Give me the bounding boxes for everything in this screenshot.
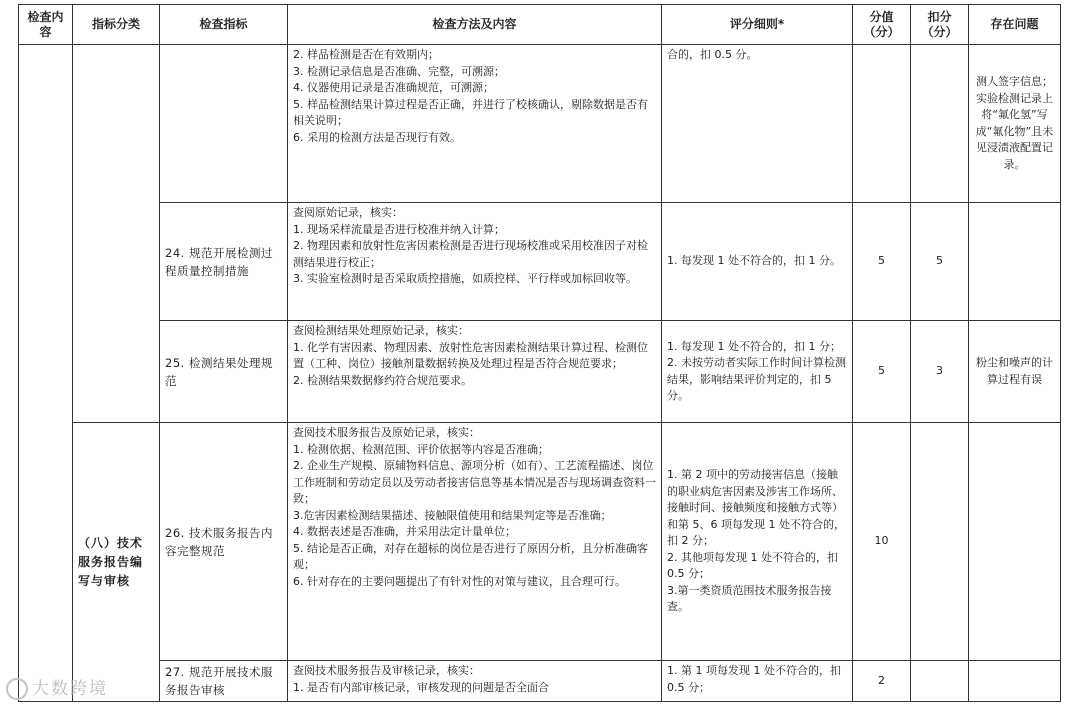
method-line: 2. 企业生产规模、原辅物料信息、源项分析（如有）、工艺流程描述、岗位工作班制和劳动定员以及劳动者接害信息等基本情况是否与现场调查资料一致； bbox=[293, 459, 656, 505]
method-line: 4. 数据表述是否准确，并采用法定计量单位； bbox=[293, 525, 516, 538]
inspection-table bbox=[18, 4, 1061, 702]
rule-line: 1. 第 1 项每发现 1 处不符合的，扣 0.5 分； bbox=[667, 664, 841, 694]
rule-line: 合的，扣 0.5 分。 bbox=[667, 48, 758, 61]
method-line: 1. 检测依据、检测范围、评价依据等内容是否准确； bbox=[293, 442, 549, 456]
table-row bbox=[19, 661, 1061, 702]
table-row bbox=[19, 45, 1061, 203]
rule-cell bbox=[662, 423, 853, 661]
score-cell: 10 bbox=[853, 423, 911, 661]
issue-cell: 测人签字信息；实验检测记录上将“氟化氢”写成“氟化物”且未见浸渍液配置记录。 bbox=[969, 45, 1061, 203]
indicator-cell: 26. 技术服务报告内容完整规范 bbox=[160, 423, 288, 661]
rule-line: 1. 第 2 项中的劳动接害信息（接触的职业病危害因素及涉害工作场所、接触时间、接触频度和接触方式等）和第 5、6 项每发现 1 处不符合的，扣 2 分； bbox=[667, 468, 845, 548]
table-row bbox=[19, 423, 1061, 661]
header-score: 分值（分） bbox=[853, 5, 911, 45]
method-cell bbox=[288, 661, 662, 702]
watermark-logo-icon bbox=[6, 678, 28, 700]
category-cell: （八）技术服务报告编写与审核 bbox=[73, 423, 160, 702]
header-issue: 存在问题 bbox=[969, 5, 1061, 45]
method-cell bbox=[288, 423, 662, 661]
header-indicator: 检查指标 bbox=[160, 5, 288, 45]
method-line: 查阅检测结果处理原始记录，核实： bbox=[293, 324, 469, 337]
rule-line: 1. 每发现 1 处不符合的，扣 1 分。 bbox=[667, 254, 841, 268]
method-line: 4. 仪器使用记录是否准确规范，可溯源； bbox=[293, 81, 494, 94]
score-cell: 5 bbox=[853, 203, 911, 321]
header-rule: 评分细则* bbox=[662, 5, 853, 45]
deduct-cell bbox=[911, 423, 969, 661]
score-cell: 5 bbox=[853, 321, 911, 423]
issue-cell bbox=[969, 423, 1061, 661]
category-cell-empty bbox=[73, 45, 160, 423]
indicator-cell bbox=[160, 45, 288, 203]
deduct-cell bbox=[911, 45, 969, 203]
indicator-cell: 25. 检测结果处理规范 bbox=[160, 321, 288, 423]
method-line: 6. 采用的检测方法是否现行有效。 bbox=[293, 130, 461, 144]
method-line: 3.危害因素检测结果描述、接触限值使用和结果判定等是否准确； bbox=[293, 508, 612, 522]
indicator-cell: 24. 规范开展检测过程质量控制措施 bbox=[160, 203, 288, 321]
deduct-cell: 3 bbox=[911, 321, 969, 423]
header-deduct: 扣分（分） bbox=[911, 5, 969, 45]
watermark-text: 大数跨境 bbox=[32, 679, 108, 699]
table-row bbox=[19, 321, 1061, 423]
deduct-cell: 5 bbox=[911, 203, 969, 321]
watermark bbox=[6, 674, 108, 700]
deduct-cell bbox=[911, 661, 969, 702]
check-content-cell bbox=[19, 45, 73, 702]
method-cell bbox=[288, 45, 662, 203]
issue-cell bbox=[969, 203, 1061, 321]
method-line: 5. 样品检测结果计算过程是否正确，并进行了校核确认，剔除数据是否有相关说明； bbox=[293, 97, 648, 127]
method-line: 1. 是否有内部审核记录，审核发现的问题是否全面合 bbox=[293, 680, 549, 694]
method-line: 3. 实验室检测时是否采取质控措施，如质控样、平行样或加标回收等。 bbox=[293, 272, 637, 285]
inspection-sheet bbox=[18, 4, 1061, 702]
method-cell bbox=[288, 321, 662, 423]
issue-cell bbox=[969, 661, 1061, 702]
method-cell bbox=[288, 203, 662, 321]
rule-cell bbox=[662, 203, 853, 321]
rule-line: 1. 每发现 1 处不符合的，扣 1 分； bbox=[667, 339, 841, 353]
method-line: 6. 针对存在的主要问题提出了有针对性的对策与建议，且合理可行。 bbox=[293, 574, 626, 588]
method-line: 1. 现场采样流量是否进行校准并纳入计算； bbox=[293, 222, 505, 236]
method-line: 查阅原始记录，核实： bbox=[293, 206, 403, 219]
rule-cell bbox=[662, 661, 853, 702]
method-line: 1. 化学有害因素、物理因素、放射性危害因素检测结果计算过程、检测位置（工种、岗位）接触剂量数据转换及处理过程是否符合规范要求； bbox=[293, 340, 648, 370]
header-method: 检查方法及内容 bbox=[288, 5, 662, 45]
rule-cell bbox=[662, 45, 853, 203]
method-line: 3. 检测记录信息是否准确、完整，可溯源； bbox=[293, 64, 505, 78]
rule-line: 2. 其他项每发现 1 处不符合的，扣 0.5 分； bbox=[667, 550, 838, 581]
table-row bbox=[19, 203, 1061, 321]
header-check-content: 检查内容 bbox=[19, 5, 73, 45]
rule-cell bbox=[662, 321, 853, 423]
method-line: 2. 物理因素和放射性危害因素检测是否进行现场校准或采用校准因子对检测结果进行校正； bbox=[293, 239, 648, 269]
method-line: 5. 结论是否正确，对存在超标的岗位是否进行了原因分析，且分析准确客观； bbox=[293, 541, 648, 571]
indicator-cell: 27. 规范开展技术服务报告审核 bbox=[160, 661, 288, 702]
method-line: 2. 样品检测是否在有效期内； bbox=[293, 48, 439, 61]
rule-line: 3.第一类资质范围技术服务报告接查。 bbox=[667, 583, 832, 614]
rule-line: 2. 未按劳动者实际工作时间计算检测结果，影响结果评价判定的，扣 5 分。 bbox=[667, 356, 846, 402]
method-line: 2. 检测结果数据修约符合规范要求。 bbox=[293, 373, 472, 387]
score-cell: 2 bbox=[853, 661, 911, 702]
header-row bbox=[19, 5, 1061, 45]
method-line: 查阅技术服务报告及原始记录，核实： bbox=[293, 426, 480, 439]
issue-cell: 粉尘和噪声的计算过程有误 bbox=[969, 321, 1061, 423]
header-category: 指标分类 bbox=[73, 5, 160, 45]
method-line: 查阅技术服务报告及审核记录，核实： bbox=[293, 664, 480, 677]
score-cell bbox=[853, 45, 911, 203]
